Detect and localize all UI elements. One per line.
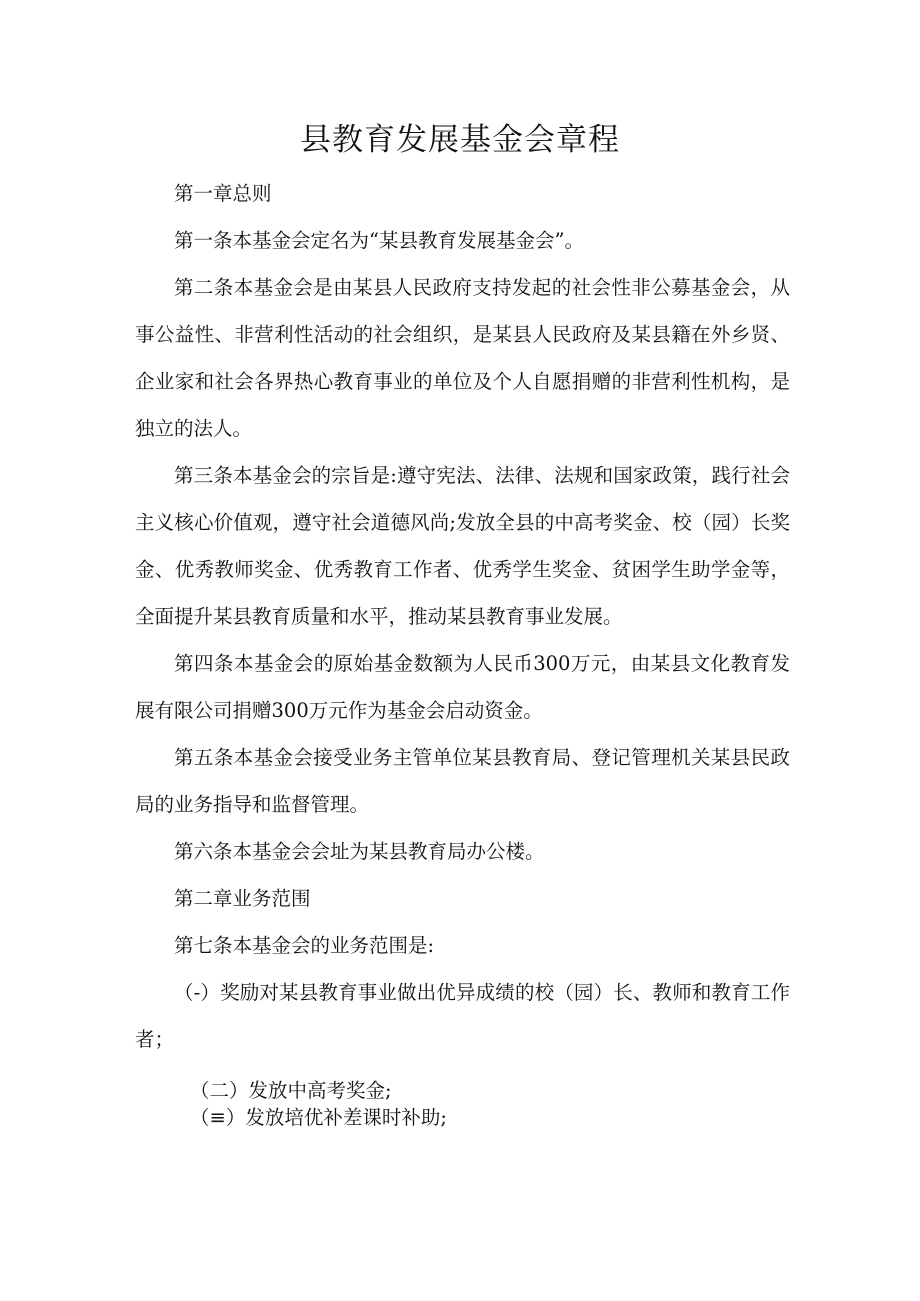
- document-title: 县教育发展基金会章程: [300, 122, 620, 158]
- article-paragraph: 第五条本基金会接受业务主管单位某县教育局、登记管理机关某县民政局的业务指导和监督管理。: [135, 746, 790, 816]
- list-item: （二）发放中高考奖金;: [190, 1079, 392, 1102]
- list-item: （-）奖励对某县教育事业做出优异成绩的校（园）长、教师和教育工作者；: [135, 981, 790, 1051]
- article-paragraph: 第六条本基金会会址为某县教育局办公楼。: [174, 840, 545, 863]
- article-paragraph: 第七条本基金会的业务范围是:: [174, 934, 435, 957]
- article-paragraph: 第四条本基金会的原始基金数额为人民币300万元，由某县文化教育发展有限公司捐赠300万元作为基金会启动资金。: [135, 652, 790, 722]
- document-body: [135, 170, 790, 1131]
- chapter-heading: 第二章业务范围: [174, 887, 311, 910]
- article-paragraph: 第二条本基金会是由某县人民政府支持发起的社会性非公募基金会，从事公益性、非营利性活动的社会组织，是某县人民政府及某县籍在外乡贤、企业家和社会各界热心教育事业的单位及个人自愿捐赠的非营利性机构，是独立的法人。: [135, 276, 790, 440]
- article-paragraph: 第一条本基金会定名为“某县教育发展基金会”。: [174, 229, 584, 252]
- article-paragraph: 第三条本基金会的宗旨是:遵守宪法、法律、法规和国家政策，践行社会主义核心价值观，遵守社会道德风尚;发放全县的中高考奖金、校（园）长奖金、优秀教师奖金、优秀教育工作者、优秀学生奖金、贫困学生助学金等，全面提升某县教育质量和水平，推动某县教育事业发展。: [135, 464, 790, 628]
- chapter-heading: 第一章总则: [174, 182, 272, 205]
- list-item: （≡）发放培优补差课时补助;: [190, 1106, 447, 1129]
